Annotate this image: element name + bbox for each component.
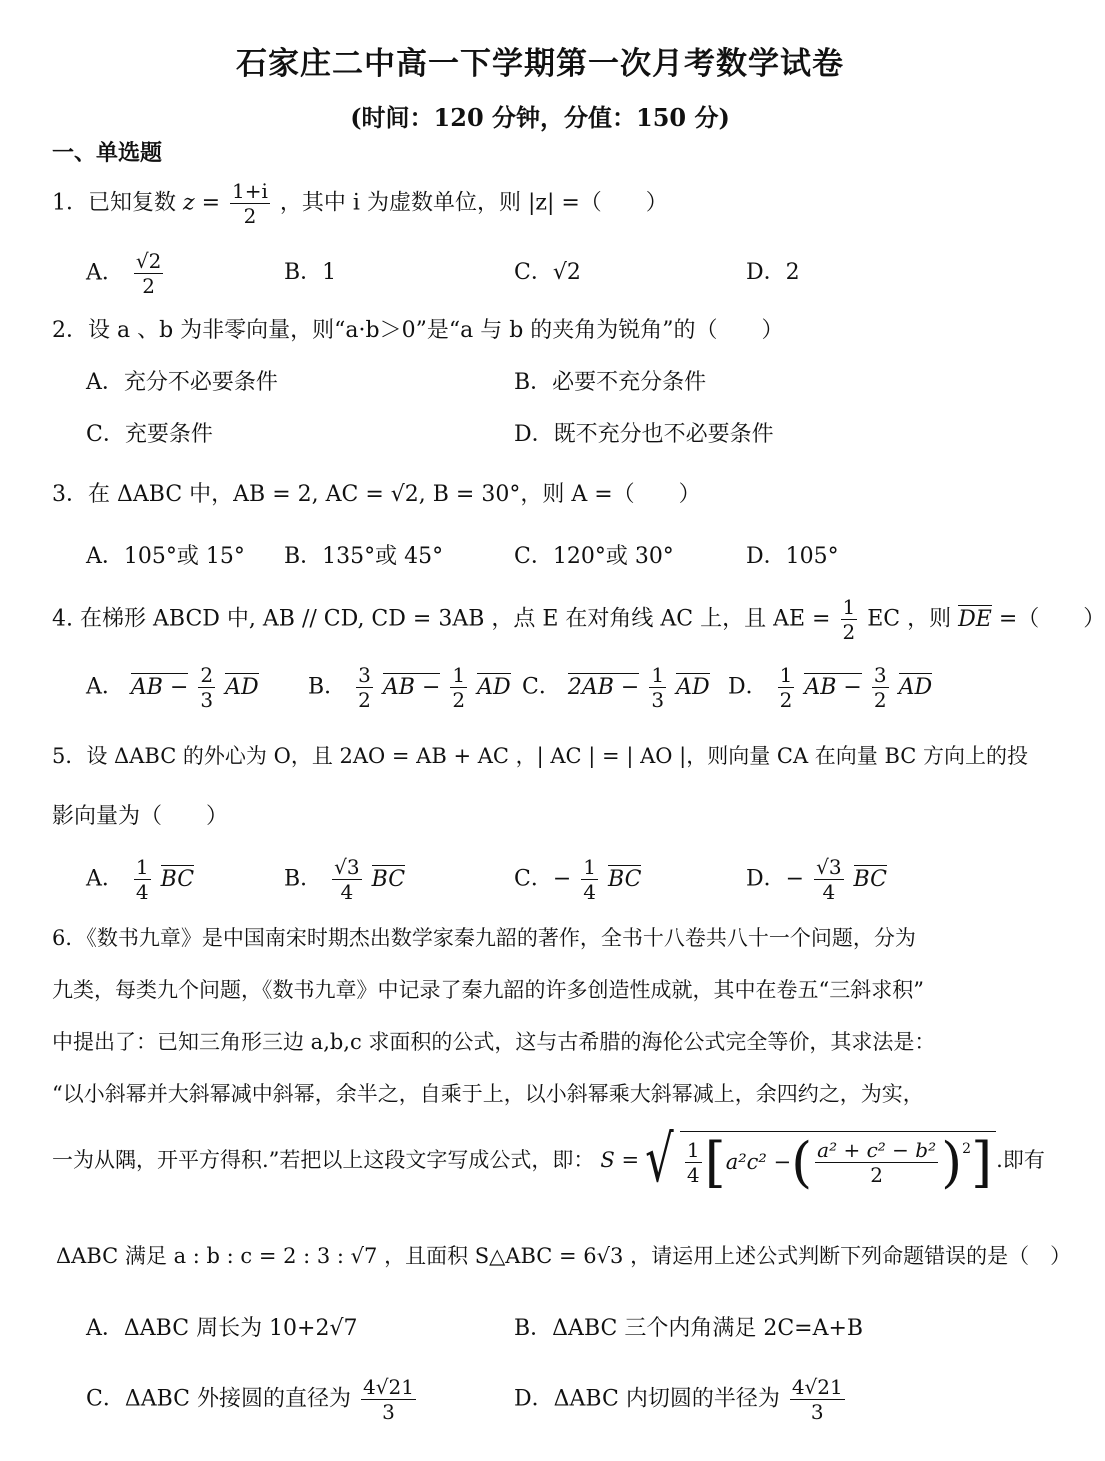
q4-num: 1 (842, 595, 856, 619)
q1-text: ，其中 i 为虚数单位，则 (279, 190, 521, 216)
q4-end: =（ ） (998, 606, 1105, 632)
q4-post: EC ，则 (867, 606, 952, 632)
question-6-line-2: 九类，每类九个问题，《数书九章》中记录了秦九韶的许多创造性成就，其中在卷五“三斜求积” (52, 978, 924, 1002)
q5-b-label: B． (284, 866, 323, 892)
q4-option-c[interactable] (522, 664, 710, 711)
right-paren: ) (941, 1130, 963, 1194)
q5-b-num: √3 (334, 855, 360, 879)
question-3-stem: 3．在 ΔABC 中，AB = 2, AC = √2, B = 30°，则 A =（ ） (52, 482, 701, 507)
q6-c-text: C．ΔABC 外接圆的直径为 (86, 1386, 352, 1412)
formula-body (680, 1130, 996, 1194)
question-2-stem: 2．设 a 、b 为非零向量，则“a·b＞0”是“a 与 b 的夹角为锐角”的（ ） (52, 318, 784, 343)
q6-d-frac (790, 1376, 845, 1423)
q4-de-vector: DE (958, 606, 992, 632)
question-5-line-1: 5．设 ΔABC 的外心为 O，且 2AO = AB + AC ，| AC | = | AO |，则向量 CA 在向量 BC 方向上的投 (52, 744, 1029, 768)
q6-d-num: 4√21 (791, 1375, 843, 1399)
q4-prefix: 4. 在梯形 ABCD 中, AB // CD, CD = 3AB ，点 E 在对角线 AC 上，且 AE = (52, 606, 831, 632)
question-5-line-2: 影向量为（ ） (52, 804, 229, 829)
q5-a-num: 1 (135, 855, 149, 879)
formula-quarter-den: 4 (686, 1163, 700, 1187)
q4-c-ad: AD (676, 674, 710, 700)
q4-d-num1: 1 (779, 663, 793, 687)
q4-d-frac1 (778, 664, 795, 711)
section-heading: 一、单选题 (52, 141, 163, 166)
question-6-line-4: “以小斜幂并大斜幂减中斜幂，余半之，自乘于上，以小斜幂乘大斜幂减上，余四约之，为实， (52, 1082, 924, 1106)
q6-option-b[interactable]: B．ΔABC 三个内角满足 2C=A+B (514, 1316, 864, 1341)
question-1-stem (52, 180, 668, 227)
q3-option-d[interactable]: D．105° (746, 544, 839, 569)
q5-c-num: 1 (583, 855, 597, 879)
q4-d-den2: 2 (873, 688, 887, 712)
q1-a-frac (134, 250, 163, 297)
formula-square: 2 (962, 1140, 972, 1157)
q3-option-c[interactable]: C．120°或 30° (514, 544, 674, 569)
q5-d-frac (814, 856, 843, 903)
q4-a-label: A． (86, 674, 124, 700)
q5-d-label: D．− (746, 866, 805, 892)
q4-option-a[interactable] (86, 664, 259, 711)
q5-c-vector: BC (608, 866, 642, 892)
q2-option-c[interactable]: C．充要条件 (86, 422, 213, 447)
exam-title: 石家庄二中高一下学期第一次月考数学试卷 (236, 46, 844, 82)
q1-a-label: A． (86, 260, 124, 286)
formula-quarter-num: 1 (686, 1138, 700, 1162)
q4-a-ad: AD (225, 674, 259, 700)
formula-inner-frac (815, 1139, 938, 1186)
q4-d-ab: AB − (804, 674, 862, 700)
q5-b-frac (332, 856, 361, 903)
q5-c-den: 4 (583, 880, 597, 904)
q4-c-num: 1 (651, 663, 665, 687)
q4-d-label: D． (728, 674, 768, 700)
q5-a-frac (134, 856, 151, 903)
question-4-stem (52, 596, 1105, 643)
q3-option-a[interactable]: A．105°或 15° (86, 544, 245, 569)
left-bracket: [ (704, 1130, 726, 1194)
formula-inner-num: a² + c² − b² (817, 1138, 937, 1162)
q4-b-label: B． (308, 674, 347, 700)
q4-d-den1: 2 (779, 688, 793, 712)
q4-b-num2: 1 (452, 663, 466, 687)
q1-frac-den: 2 (243, 204, 257, 228)
formula-s: S = (600, 1147, 640, 1172)
q4-b-den1: 2 (358, 688, 371, 712)
question-6-line-5 (52, 1123, 1045, 1197)
left-paren: ( (791, 1130, 813, 1194)
sqrt-symbol: √ (645, 1123, 674, 1197)
q5-c-label: C．− (514, 866, 572, 892)
q1-abs: |z| =（ ） (527, 190, 668, 216)
q5-a-vector: BC (160, 866, 195, 892)
q6-c-num: 4√21 (363, 1375, 414, 1399)
q4-d-frac2 (872, 664, 889, 711)
q6-option-a[interactable]: A．ΔABC 周长为 10+2√7 (86, 1316, 358, 1341)
q4-b-num1: 3 (358, 663, 371, 687)
q1-option-c[interactable]: C．√2 (514, 260, 581, 285)
q4-c-ab: 2AB − (567, 674, 640, 700)
q4-a-frac (198, 664, 215, 711)
formula-sqrt (639, 1123, 996, 1197)
question-6-line-6: ΔABC 满足 a : b : c = 2 : 3 : √7 ，且面积 S△ABC = 6√3 ，请运用上述公式判断下列命题错误的是（ ） (56, 1244, 1072, 1268)
q6-d-den: 3 (810, 1400, 824, 1424)
q3-option-b[interactable]: B．135°或 45° (284, 544, 444, 569)
q5-option-b[interactable] (284, 856, 405, 903)
q6-option-d[interactable] (514, 1376, 848, 1423)
question-6-line-3: 中提出了：已知三角形三边 a,b,c 求面积的公式，这与古希腊的海伦公式完全等价，其求法是： (52, 1030, 936, 1054)
q4-c-frac (649, 664, 666, 711)
q5-option-a[interactable] (86, 856, 194, 903)
q4-b-ad: AD (477, 674, 511, 700)
q4-c-label: C． (522, 674, 561, 700)
q6-line5-post: .即有 (996, 1147, 1045, 1172)
q1-z: z = (183, 190, 221, 216)
q5-option-c[interactable] (514, 856, 641, 903)
q1-frac-num: 1+i (232, 179, 268, 203)
q5-c-frac (581, 856, 598, 903)
q6-d-text: D．ΔABC 内切圆的半径为 (514, 1386, 780, 1412)
q1-option-b[interactable]: B．1 (284, 260, 337, 285)
q4-d-ad: AD (898, 674, 933, 700)
q5-b-den: 4 (340, 880, 354, 904)
q6-c-frac (361, 1376, 416, 1423)
q4-d-num2: 3 (873, 663, 887, 687)
right-bracket: ] (971, 1130, 993, 1194)
q6-c-den: 3 (382, 1400, 395, 1424)
q1-prefix: 1．已知复数 (52, 190, 176, 216)
q4-b-frac1 (356, 664, 373, 711)
formula-quarter (685, 1139, 702, 1186)
q5-d-vector: BC (853, 866, 887, 892)
q6-line5-pre: 一为从隅，开平方得积.”若把以上这段文字写成公式，即： (52, 1147, 595, 1172)
formula-inner-den: 2 (870, 1163, 883, 1187)
q5-a-den: 4 (135, 880, 149, 904)
q5-option-d[interactable] (746, 856, 887, 903)
formula-a2c2: a²c² − (725, 1150, 792, 1174)
q5-a-label: A． (86, 866, 124, 892)
q1-a-den: 2 (142, 274, 155, 298)
q4-a-num: 2 (200, 663, 214, 687)
q5-d-num: √3 (816, 855, 842, 879)
q5-b-vector: BC (371, 866, 406, 892)
q4-den: 2 (842, 620, 856, 644)
q1-option-d[interactable]: D．2 (746, 260, 800, 285)
q4-a-ab: AB − (130, 674, 189, 700)
q1-a-num: √2 (135, 249, 162, 273)
q2-option-a[interactable]: A．充分不必要条件 (86, 370, 278, 395)
q4-c-den: 3 (651, 688, 665, 712)
q4-option-b[interactable] (308, 664, 511, 711)
q4-option-d[interactable] (728, 664, 932, 711)
q4-b-den2: 2 (452, 688, 466, 712)
q4-b-ab: AB − (382, 674, 441, 700)
q5-d-den: 4 (822, 880, 836, 904)
exam-subtitle: (时间：120 分钟，分值：150 分) (350, 103, 730, 132)
q4-a-den: 3 (200, 688, 214, 712)
q4-frac (841, 596, 858, 643)
q6-option-c[interactable] (86, 1376, 419, 1423)
q1-fraction (230, 180, 270, 227)
q2-option-d[interactable]: D．既不充分也不必要条件 (514, 422, 774, 447)
q1-option-a[interactable] (86, 250, 166, 297)
q4-b-frac2 (450, 664, 467, 711)
q2-option-b[interactable]: B．必要不充分条件 (514, 370, 707, 395)
question-6-line-1: 6．《数书九章》是中国南宋时期杰出数学家秦九韶的著作，全书十八卷共八十一个问题，分为 (52, 926, 916, 950)
